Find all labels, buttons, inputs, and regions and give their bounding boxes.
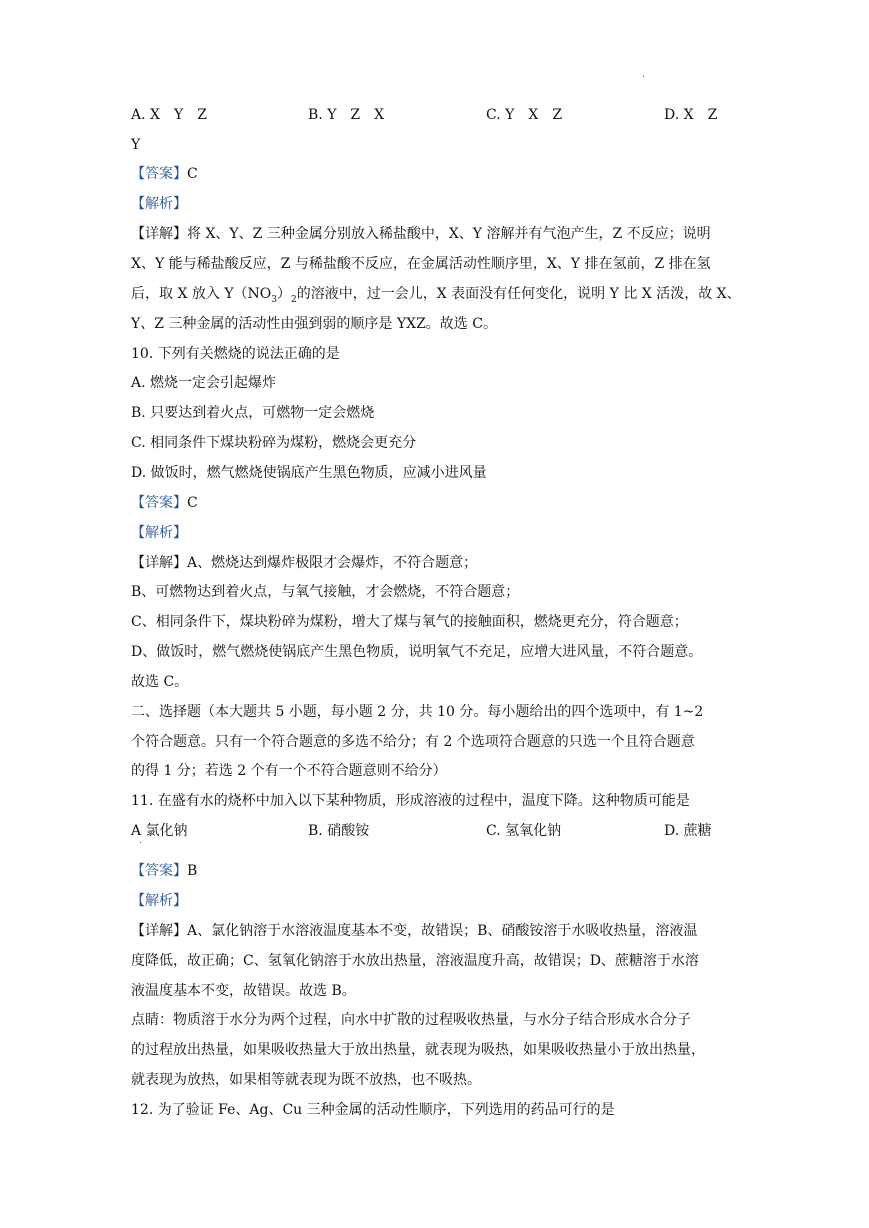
answer-value: C [187, 495, 198, 511]
q11-detail-line-2: 度降低，故正确；C、氢氧化钠溶于水放出热量，溶液温度升高，故错误；D、蔗糖溶于水溶 [131, 953, 699, 969]
detail-text: ） [277, 286, 292, 302]
q10-option-b: B. 只要达到着火点，可燃物一定会燃烧 [131, 405, 375, 421]
q11-note-line-1: 点睛：物质溶于水分为两个过程，向水中扩散的过程吸收热量，与水分子结合形成水合分子 [131, 1012, 691, 1028]
q11-option-d: D. 蔗糖 [664, 823, 712, 839]
q9-option-c: C. Y X Z [486, 107, 563, 123]
q9-detail-line-1 [131, 225, 771, 243]
detail-text: A、燃烧达到爆炸极限才会爆炸，不符合题意； [187, 555, 478, 571]
page-mark: · [642, 72, 646, 83]
detail-label: 【详解】 [131, 226, 187, 242]
q10-option-a: A. 燃烧一定会引起爆炸 [131, 375, 277, 391]
answer-label: 【答案】 [131, 863, 187, 879]
q9-option-b: B. Y Z X [308, 107, 385, 123]
answer-value: C [187, 166, 198, 182]
detail-text: 的溶液中，过一会儿，X 表面没有任何变化，说明 Y 比 X 活泼，故 X、 [296, 286, 741, 302]
q11-option-a: A 氯化钠 [131, 823, 188, 839]
q11-detail-line-3: 液温度基本不变，故错误。故选 B。 [131, 983, 356, 999]
detail-text: 后，取 X 放入 Y（NO [131, 286, 272, 302]
q11-option-c: C. 氢氧化钠 [486, 823, 562, 839]
q9-option-d-wrap: Y [131, 137, 141, 153]
subscript: 2 [291, 294, 297, 305]
q10-detail-line-4: D、做饭时，燃气燃烧使锅底产生黑色物质，说明氧气不充足，应增大进风量，不符合题意。 [131, 644, 703, 660]
section-2-heading-line-2: 个符合题意。只有一个符合题意的多选不给分；有 2 个选项符合题意的只选一个且符合题意 [131, 734, 695, 750]
q11-note-line-3: 就表现为放热，如果相等就表现为既不放热，也不吸热。 [131, 1072, 481, 1088]
section-2-heading-line-3: 的得 1 分；若选 2 个有一个不符合题意则不给分） [131, 763, 447, 779]
q10-detail-line-1 [131, 554, 771, 572]
section-2-heading-line-1: 二、选择题（本大题共 5 小题，每小题 2 分，共 10 分。每小题给出的四个选项中，有 1~2 [131, 704, 704, 720]
q9-analysis-label: 【解析】 [131, 196, 187, 212]
q10-detail-line-2: B、可燃物达到着火点，与氧气接触，才会燃烧，不符合题意； [131, 584, 520, 600]
q11-detail-line-1 [131, 922, 771, 940]
detail-text: 将 X、Y、Z 三种金属分别放入稀盐酸中，X、Y 溶解并有气泡产生，Z 不反应；说明 [187, 226, 711, 242]
answer-value: B [187, 863, 198, 879]
q11-option-a-dot: · [139, 838, 143, 849]
q11-analysis-label: 【解析】 [131, 893, 187, 909]
q9-detail-line-2: X、Y 能与稀盐酸反应，Z 与稀盐酸不反应，在金属活动性顺序里，X、Y 排在氢前，Z 排在氢 [131, 256, 711, 272]
q11-stem: 11. 在盛有水的烧杯中加入以下某种物质，形成溶液的过程中，温度下降。这种物质可能是 [131, 793, 690, 809]
q12-stem: 12. 为了验证 Fe、Ag、Cu 三种金属的活动性顺序，下列选用的药品可行的是 [131, 1102, 615, 1118]
detail-label: 【详解】 [131, 555, 187, 571]
q10-analysis-label: 【解析】 [131, 525, 187, 541]
q11-option-b: B. 硝酸铵 [308, 823, 370, 839]
q9-detail-line-3 [131, 285, 771, 303]
q10-stem: 10. 下列有关燃烧的说法正确的是 [131, 346, 340, 362]
q9-option-a: A. X Y Z [131, 107, 207, 123]
q10-option-c: C. 相同条件下煤块粉碎为煤粉，燃烧会更充分 [131, 435, 417, 451]
answer-label: 【答案】 [131, 166, 187, 182]
q10-option-d: D. 做饭时，燃气燃烧使锅底产生黑色物质，应减小进风量 [131, 465, 487, 481]
q10-detail-line-3: C、相同条件下，煤块粉碎为煤粉，增大了煤与氧气的接触面积，燃烧更充分，符合题意； [131, 614, 688, 630]
q9-detail-line-4: Y、Z 三种金属的活动性由强到弱的顺序是 YXZ。故选 C。 [131, 316, 497, 332]
answer-label: 【答案】 [131, 495, 187, 511]
detail-label: 【详解】 [131, 923, 187, 939]
q10-detail-line-5: 故选 C。 [131, 674, 189, 690]
q10-answer [131, 494, 771, 512]
subscript: 3 [271, 294, 278, 305]
q11-note-line-2: 的过程放出热量，如果吸收热量大于放出热量，就表现为吸热，如果吸收热量小于放出热量， [131, 1042, 705, 1058]
q11-answer [131, 862, 771, 880]
detail-text: A、氯化钠溶于水溶液温度基本不变，故错误；B、硝酸铵溶于水吸收热量，溶液温 [187, 923, 698, 939]
q9-answer [131, 165, 771, 183]
q9-option-d: D. X Z [664, 107, 718, 123]
